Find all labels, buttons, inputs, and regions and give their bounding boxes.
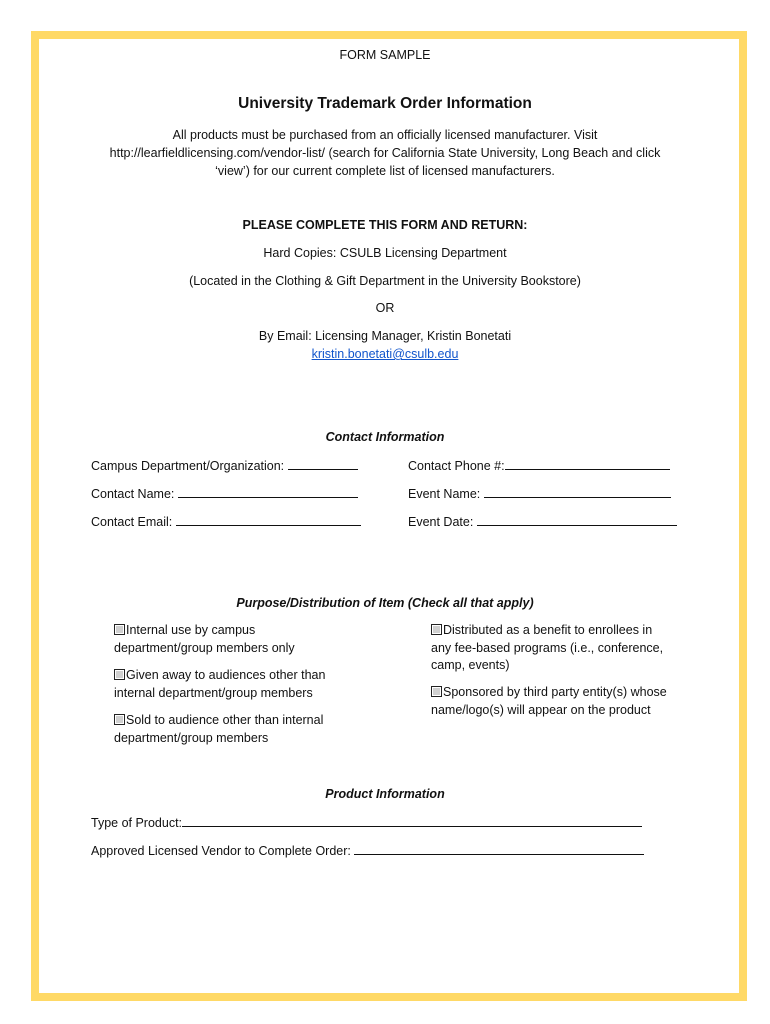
option-distributed-line1: Distributed as a benefit to enrollees in [443,623,653,637]
option-sponsored-line2: name/logo(s) will appear on the product [431,702,651,717]
checkbox-given-away[interactable] [114,669,125,680]
event-date-label: Event Date: [408,515,474,529]
checkbox-sponsored[interactable] [431,686,442,697]
purpose-option-given-away[interactable] [114,667,325,702]
option-given-away-line1: Given away to audiences other than [126,668,326,682]
purpose-option-distributed[interactable] [431,622,663,675]
department-field [91,456,358,475]
event-date-input[interactable] [477,512,677,526]
purpose-option-sold[interactable] [114,712,323,747]
product-type-input[interactable] [182,813,642,827]
phone-label: Contact Phone #: [408,459,505,473]
option-internal-line1: Internal use by campus [126,623,256,637]
option-distributed-line3: camp, events) [431,658,510,672]
contact-heading: Contact Information [325,430,445,444]
contact-name-input[interactable] [178,484,358,498]
product-type-field [91,813,642,832]
email-block [0,345,770,363]
department-label: Campus Department/Organization: [91,459,285,473]
email-link[interactable]: kristin.bonetati@csulb.edu [311,347,459,361]
purpose-option-internal[interactable] [114,622,295,657]
purpose-option-sponsored[interactable] [431,684,667,719]
option-internal-line2: department/group members only [114,640,295,655]
option-sponsored-line1: Sponsored by third party entity(s) whose [443,685,667,699]
checkbox-sold[interactable] [114,714,125,725]
event-name-input[interactable] [484,484,671,498]
option-distributed-line2: any fee-based programs (i.e., conference, [431,640,664,655]
contact-email-label: Contact Email: [91,515,173,529]
or-text: OR [375,301,395,315]
option-sold-line1: Sold to audience other than internal [126,713,324,727]
intro-line-3: ‘view’) for our current complete list of licensed manufacturers. [215,164,555,178]
location-text: (Located in the Clothing & Gift Department in the University Bookstore) [189,274,581,288]
return-heading: PLEASE COMPLETE THIS FORM AND RETURN: [242,218,528,232]
event-name-field [408,484,671,503]
event-date-field [408,512,677,531]
purpose-heading: Purpose/Distribution of Item (Check all that apply) [236,596,534,610]
form-sample-label: FORM SAMPLE [339,48,431,62]
contact-name-field [91,484,358,503]
vendor-input[interactable] [354,841,644,855]
product-heading: Product Information [325,787,445,801]
vendor-label: Approved Licensed Vendor to Complete Order: [91,844,351,858]
intro-line-2: http://learfieldlicensing.com/vendor-list/ (search for California State University, Long Beach and click [109,146,661,160]
option-sold-line2: department/group members [114,730,269,745]
hard-copies-text: Hard Copies: CSULB Licensing Department [263,246,507,260]
contact-name-label: Contact Name: [91,487,175,501]
event-name-label: Event Name: [408,487,481,501]
contact-email-field [91,512,361,531]
contact-email-input[interactable] [176,512,361,526]
vendor-field [91,841,644,860]
phone-input[interactable] [505,456,670,470]
checkbox-distributed[interactable] [431,624,442,635]
department-input[interactable] [288,456,358,470]
checkbox-internal[interactable] [114,624,125,635]
by-email-text: By Email: Licensing Manager, Kristin Bonetati [258,329,512,343]
intro-line-1: All products must be purchased from an officially licensed manufacturer. Visit [172,128,598,142]
product-type-label: Type of Product: [91,816,183,830]
option-given-away-line2: internal department/group members [114,685,313,700]
page-title: University Trademark Order Information [238,95,532,112]
phone-field [408,456,670,475]
